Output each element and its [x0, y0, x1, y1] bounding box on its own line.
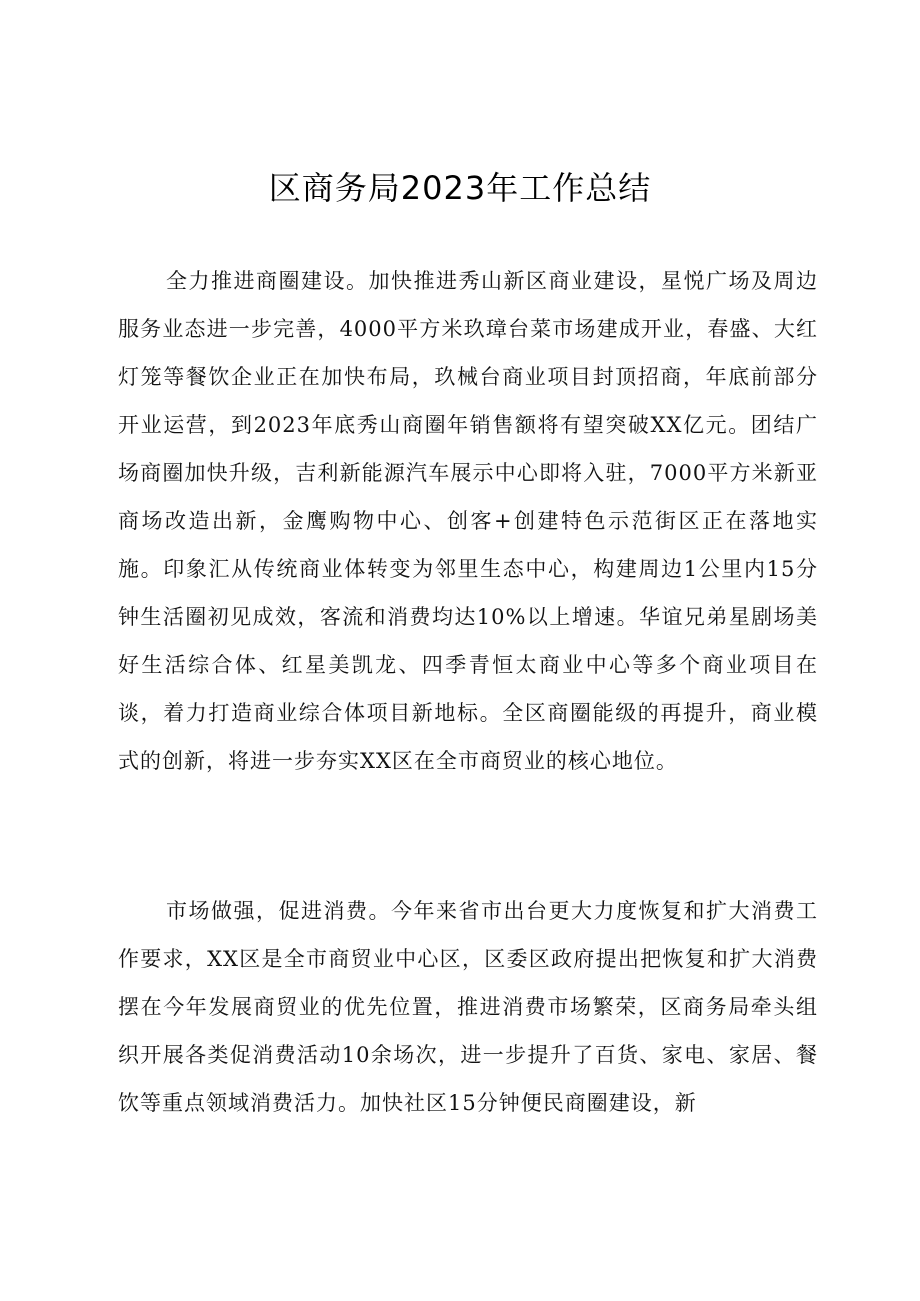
paragraph-consumption: 市场做强，促进消费。今年来省市出台更大力度恢复和扩大消费工作要求，XX区是全市商贸业中心区，区委区政府提出把恢复和扩大消费摆在今年发展商贸业的优先位置，推进消费市场繁荣，区商务局牵头组织开展各类促消费活动10余场次，进一步提升了百货、家电、家居、餐饮等重点领域消费活力。加快社区15分钟便民商圈建设，新	[118, 899, 818, 1115]
document-title: 区商务局2023年工作总结	[268, 169, 652, 207]
paragraph-business-district: 全力推进商圈建设。加快推进秀山新区商业建设，星悦广场及周边服务业态进一步完善，4000平方米玖璋台菜市场建成开业，春盛、大红灯笼等餐饮企业正在加快布局，玖械台商业项目封顶招商，年底前部分开业运营，到2023年底秀山商圈年销售额将有望突破XX亿元。团结广场商圈加快升级，吉利新能源汽车展示中心即将入驻，7000平方米新亚商场改造出新，金鹰购物中心、创客+创建特色示范街区正在落地实施。印象汇从传统商业体转变为邻里生态中心，构建周边1公里内15分钟生活圈初见成效，客流和消费均达10%以上增速。华谊兄弟星剧场美好生活综合体、红星美凯龙、四季青恒太商业中心等多个商业项目在谈，着力打造商业综合体项目新地标。全区商圈能级的再提升，商业模式的创新，将进一步夯实XX区在全市商贸业的核心地位。	[118, 269, 818, 773]
